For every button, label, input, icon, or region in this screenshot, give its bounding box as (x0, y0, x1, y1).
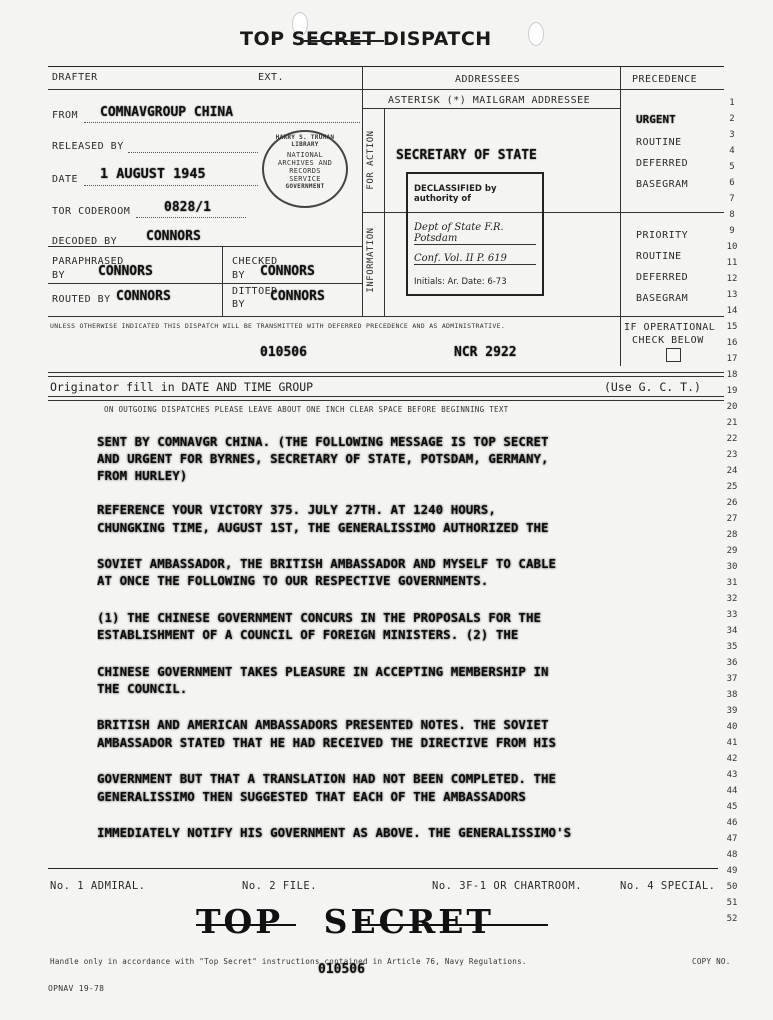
archives-stamp-line: RECORDS (289, 167, 321, 175)
precedence-basegram: BASEGRAM (636, 179, 689, 190)
line-number: 18 (726, 370, 738, 380)
line-number: 23 (726, 450, 738, 460)
line-number: 12 (726, 274, 738, 284)
paraphrased-label: PARAPHRASED (52, 256, 124, 267)
message-line: BRITISH AND AMERICAN AMBASSADORS PRESENTED NOTES. THE SOVIET (97, 717, 549, 732)
line-number: 34 (726, 626, 738, 636)
line-number: 36 (726, 658, 738, 668)
message-line: AMBASSADOR STATED THAT HE HAD RECEIVED THE DIRECTIVE FROM HIS (97, 735, 557, 750)
archives-stamp-line: NATIONAL (286, 151, 324, 159)
footer-top-border (48, 868, 718, 869)
line-number: 16 (726, 338, 738, 348)
gct-note: (Use G. C. T.) (604, 380, 701, 394)
originator-row-bottom (48, 396, 724, 397)
addressees-label: ADDRESSEES (455, 74, 521, 85)
line-number: 52 (726, 914, 738, 924)
paraphrased-by-label: BY (52, 270, 66, 281)
drafter-label: DRAFTER (52, 72, 98, 83)
routed-label: ROUTED BY (52, 294, 111, 305)
line-number: 3 (729, 130, 735, 140)
line-number: 9 (729, 226, 735, 236)
message-line: THE COUNCIL. (97, 681, 188, 696)
decoded-label: DECODED BY (52, 236, 118, 247)
line-number: 51 (726, 898, 738, 908)
line-number: 25 (726, 482, 738, 492)
tor-label: TOR CODEROOM (52, 206, 131, 217)
dittoed-by-label: BY (232, 299, 246, 310)
declassified-title: DECLASSIFIED by authority of (414, 184, 497, 204)
dittoed-label: DITTOED (232, 286, 278, 297)
archives-stamp-line: ARCHIVES AND (277, 159, 333, 167)
date-dotline (84, 185, 258, 186)
dist-special: No. 4 SPECIAL. (620, 880, 716, 892)
line-number: 42 (726, 754, 738, 764)
routing-bottom-border (48, 316, 724, 317)
ncr-number: NCR 2922 (454, 345, 517, 360)
checked-value: CONNORS (260, 264, 315, 279)
line-number: 50 (726, 882, 738, 892)
dist-file: No. 2 FILE. (242, 880, 318, 892)
precedence-routine: ROUTINE (636, 137, 682, 148)
checked-label: CHECKED (232, 256, 278, 267)
precedence-urgent: URGENT (636, 113, 676, 126)
addressee-column-divider (362, 66, 363, 316)
line-number: 4 (729, 146, 735, 156)
message-line: ESTABLISHMENT OF A COUNCIL OF FOREIGN MINISTERS. (2) THE (97, 627, 519, 642)
line-number: 31 (726, 578, 738, 588)
message-line: SOVIET AMBASSADOR, THE BRITISH AMBASSADOR AND MYSELF TO CABLE (97, 556, 557, 571)
transmit-row-bottom (48, 372, 724, 373)
paraphrased-row-divider (48, 283, 362, 284)
released-dotline (128, 152, 258, 153)
line-number: 15 (726, 322, 738, 332)
line-number: 8 (729, 210, 735, 220)
archives-stamp-line: GOVERNMENT (285, 183, 325, 190)
line-number: 47 (726, 834, 738, 844)
classification-strike-1 (196, 924, 296, 926)
checked-divider (222, 246, 223, 316)
precedence-column-divider (620, 66, 621, 366)
header-row-divider (48, 89, 724, 90)
message-line: FROM HURLEY) (97, 468, 188, 483)
punch-hole-right (528, 22, 544, 46)
action-addressee: SECRETARY OF STATE (396, 148, 537, 163)
archives-stamp-line: SERVICE (289, 175, 321, 183)
line-number: 30 (726, 562, 738, 572)
if-operational-label: IF OPERATIONAL (624, 322, 716, 333)
message-line: GOVERNMENT BUT THAT A TRANSLATION HAD NOT BEEN COMPLETED. THE (97, 771, 557, 786)
copy-no-label: COPY NO. (692, 957, 731, 966)
from-value: COMNAVGROUP CHINA (100, 105, 234, 120)
line-number: 2 (729, 114, 735, 124)
line-number: 10 (726, 242, 738, 252)
line-number: 27 (726, 514, 738, 524)
info-routine: ROUTINE (636, 251, 682, 262)
line-number: 21 (726, 418, 738, 428)
message-line: SENT BY COMNAVGR CHINA. (THE FOLLOWING MESSAGE IS TOP SECRET (97, 434, 549, 449)
form-top-border (48, 66, 724, 67)
check-below-label: CHECK BELOW (632, 335, 704, 346)
line-number: 1 (729, 98, 735, 108)
line-number: 19 (726, 386, 738, 396)
message-line: AT ONCE THE FOLLOWING TO OUR RESPECTIVE GOVERNMENTS. (97, 573, 489, 588)
line-number: 17 (726, 354, 738, 364)
for-action-label: FOR ACTION (366, 130, 376, 190)
from-dotline (84, 122, 360, 123)
line-number: 45 (726, 802, 738, 812)
title-strikethrough (300, 40, 384, 42)
line-number: 20 (726, 402, 738, 412)
released-label: RELEASED BY (52, 141, 124, 152)
message-line: CHINESE GOVERNMENT TAKES PLEASURE IN ACCEPTING MEMBERSHIP IN (97, 664, 549, 679)
line-number: 35 (726, 642, 738, 652)
date-label: DATE (52, 174, 79, 185)
line-number: 41 (726, 738, 738, 748)
line-number: 44 (726, 786, 738, 796)
message-line: IMMEDIATELY NOTIFY HIS GOVERNMENT AS ABOVE. THE GENERALISSIMO'S (97, 825, 572, 840)
line-number: 38 (726, 690, 738, 700)
date-value: 1 AUGUST 1945 (100, 166, 206, 182)
classification-strike-2 (356, 924, 548, 926)
message-line: REFERENCE YOUR VICTORY 375. JULY 27TH. AT 1240 HOURS, (97, 502, 496, 517)
asterisk-label: ASTERISK (*) MAILGRAM ADDRESSEE (388, 95, 591, 106)
paraphrased-value: CONNORS (98, 264, 153, 279)
line-number: 13 (726, 290, 738, 300)
info-deferred: DEFERRED (636, 272, 689, 283)
line-number: 14 (726, 306, 738, 316)
ext-label: EXT. (258, 72, 285, 83)
line-number: 32 (726, 594, 738, 604)
routed-value: CONNORS (116, 289, 171, 304)
line-number: 5 (729, 162, 735, 172)
archives-stamp-line: HARRY S. TRUMAN LIBRARY (275, 134, 335, 148)
information-label: INFORMATION (366, 227, 376, 293)
line-number: 29 (726, 546, 738, 556)
line-number: 24 (726, 466, 738, 476)
message-line: AND URGENT FOR BYRNES, SECRETARY OF STATE, POTSDAM, GERMANY, (97, 451, 549, 466)
line-number: 37 (726, 674, 738, 684)
line-number: 39 (726, 706, 738, 716)
info-basegram: BASEGRAM (636, 293, 689, 304)
outgoing-row-bottom (48, 400, 724, 401)
classification-footer: TOP SECRET (196, 902, 494, 941)
line-number: 22 (726, 434, 738, 444)
line-number: 49 (726, 866, 738, 876)
line-number: 43 (726, 770, 738, 780)
message-line: CHUNGKING TIME, AUGUST 1ST, THE GENERALISSIMO AUTHORIZED THE (97, 520, 549, 535)
message-line: GENERALISSIMO THEN SUGGESTED THAT EACH OF THE AMBASSADORS (97, 789, 526, 804)
line-number: 40 (726, 722, 738, 732)
checked-by-label: BY (232, 270, 246, 281)
originator-note: Originator fill in DATE AND TIME GROUP (50, 380, 314, 394)
outgoing-note: ON OUTGOING DISPATCHES PLEASE LEAVE ABOUT ONE INCH CLEAR SPACE BEFORE BEGINNING TEXT (104, 405, 509, 414)
decoded-value: CONNORS (146, 229, 201, 244)
from-label: FROM (52, 110, 79, 121)
dittoed-value: CONNORS (270, 289, 325, 304)
originator-row-top (48, 376, 724, 377)
handle-note: Handle only in accordance with "Top Secret" instructions contained in Article 76, Navy Regulations. (50, 957, 527, 966)
tor-value: 0828/1 (164, 200, 211, 215)
archives-stamp (262, 130, 348, 208)
message-line: (1) THE CHINESE GOVERNMENT CONCURS IN THE PROPOSALS FOR THE (97, 610, 542, 625)
declassified-initials: Initials: Ar. Date: 6-73 (414, 277, 507, 287)
line-number: 26 (726, 498, 738, 508)
line-number: 11 (726, 258, 738, 268)
dispatch-number: 010506 (260, 345, 307, 360)
line-number: 7 (729, 194, 735, 204)
line-number: 33 (726, 610, 738, 620)
precedence-deferred: DEFERRED (636, 158, 689, 169)
tor-dotline (136, 217, 246, 218)
declassified-line2: Conf. Vol. II P. 619 (414, 253, 536, 265)
operational-checkbox[interactable] (666, 348, 681, 362)
line-number: 6 (729, 178, 735, 188)
transmit-note: UNLESS OTHERWISE INDICATED THIS DISPATCH WILL BE TRANSMITTED WITH DEFERRED PRECEDENCE AND AS ADMINISTRATIVE. (50, 322, 506, 330)
form-number: OPNAV 19-78 (48, 984, 105, 993)
line-number: 48 (726, 850, 738, 860)
line-number: 46 (726, 818, 738, 828)
dist-admiral: No. 1 ADMIRAL. (50, 880, 146, 892)
document-title: TOP SECRET DISPATCH (240, 28, 492, 50)
bottom-dispatch-number: 010506 (318, 962, 365, 977)
dist-chartroom: No. 3F-1 OR CHARTROOM. (432, 880, 583, 892)
asterisk-row-divider (362, 108, 620, 109)
declassified-line1: Dept of State F.R. Potsdam (414, 222, 536, 245)
precedence-label: PRECEDENCE (632, 74, 698, 85)
declassified-stamp (406, 172, 544, 296)
line-number: 28 (726, 530, 738, 540)
info-priority: PRIORITY (636, 230, 689, 241)
